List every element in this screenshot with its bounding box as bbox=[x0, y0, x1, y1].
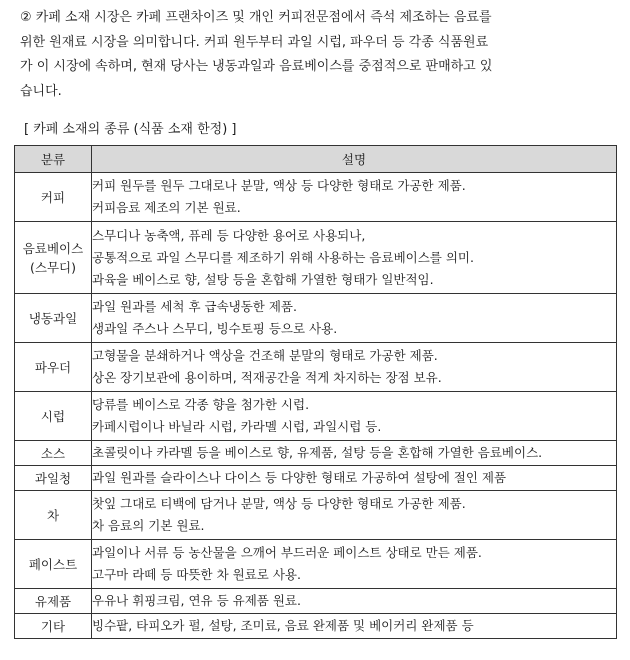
category-name: 커피 bbox=[15, 173, 92, 222]
category-name: 페이스트 bbox=[15, 540, 92, 589]
table-row bbox=[15, 222, 617, 294]
table-row bbox=[15, 614, 617, 639]
category-description: 커피 원두를 원두 그대로나 분말, 액상 등 다양한 형태로 가공한 제품. 커피음료 제조의 기본 원료. bbox=[92, 173, 617, 222]
category-name: 차 bbox=[15, 491, 92, 540]
table-row bbox=[15, 343, 617, 392]
category-name: 냉동과일 bbox=[15, 294, 92, 343]
category-name: 소스 bbox=[15, 441, 92, 466]
table-row bbox=[15, 466, 617, 491]
category-description: 빙수팥, 타피오카 펄, 설탕, 조미료, 음료 완제품 및 베이커리 완제품 등 bbox=[92, 614, 617, 639]
table-row bbox=[15, 540, 617, 589]
intro-line: ② 카페 소재 시장은 카페 프랜차이즈 및 개인 커피전문점에서 즉석 제조하는 음료를 bbox=[20, 10, 492, 25]
table-row bbox=[15, 294, 617, 343]
category-name: 파우더 bbox=[15, 343, 92, 392]
category-description: 과일 원과를 슬라이스나 다이스 등 다양한 형태로 가공하여 설탕에 절인 제품 bbox=[92, 466, 617, 491]
category-description: 우유나 휘핑크림, 연유 등 유제품 원료. bbox=[92, 589, 617, 614]
table-row bbox=[15, 589, 617, 614]
category-description: 당류를 베이스로 각종 향을 첨가한 시럽. 카페시럽이나 바닐라 시럽, 카라멜 시럽, 과일시럽 등. bbox=[92, 392, 617, 441]
header-category: 분류 bbox=[15, 146, 92, 173]
table-header-row bbox=[15, 146, 617, 173]
header-description: 설명 bbox=[92, 146, 617, 173]
table-row bbox=[15, 441, 617, 466]
category-description: 과일 원과를 세척 후 급속냉동한 제품. 생과일 주스나 스무디, 빙수토핑 등으로 사용. bbox=[92, 294, 617, 343]
table-row bbox=[15, 491, 617, 540]
intro-paragraph bbox=[20, 6, 580, 104]
category-description: 과일이나 서류 등 농산물을 으깨어 부드러운 페이스트 상태로 만든 제품. 고구마 라떼 등 따뜻한 차 원료로 사용. bbox=[92, 540, 617, 589]
category-description: 고형물을 분쇄하거나 액상을 건조해 분말의 형태로 가공한 제품. 상온 장기보관에 용이하며, 적재공간을 적게 차지하는 장점 보유. bbox=[92, 343, 617, 392]
category-name: 과일청 bbox=[15, 466, 92, 491]
category-name: 시럽 bbox=[15, 392, 92, 441]
intro-line: 습니다. bbox=[20, 83, 62, 99]
category-name: 유제품 bbox=[15, 589, 92, 614]
category-description: 스무디나 농축액, 퓨레 등 다양한 용어로 사용되나, 공통적으로 과일 스무디를 제조하기 위해 사용하는 음료베이스를 의미. 과육을 베이스로 향, 설탕 등을 혼합해 가열한 형태가 일반적임. bbox=[92, 222, 617, 294]
category-description: 찻잎 그대로 티백에 담거나 분말, 액상 등 다양한 형태로 가공한 제품. 차 음료의 기본 원료. bbox=[92, 491, 617, 540]
category-table bbox=[14, 145, 617, 639]
section-title: [ 카페 소재의 종류 (식품 소재 한정) ] bbox=[24, 122, 237, 137]
category-name: 기타 bbox=[15, 614, 92, 639]
table-row bbox=[15, 392, 617, 441]
intro-line: 위한 원재료 시장을 의미합니다. 커피 원두부터 과일 시럽, 파우더 등 각종 식품원료 bbox=[20, 34, 489, 50]
intro-line: 가 이 시장에 속하며, 현재 당사는 냉동과일과 음료베이스를 중점적으로 판매하고 있 bbox=[20, 59, 493, 74]
table-row bbox=[15, 173, 617, 222]
category-description: 초콜릿이나 카라멜 등을 베이스로 향, 유제품, 설탕 등을 혼합해 가열한 음료베이스. bbox=[92, 441, 617, 466]
category-name: 음료베이스 (스무디) bbox=[15, 222, 92, 294]
